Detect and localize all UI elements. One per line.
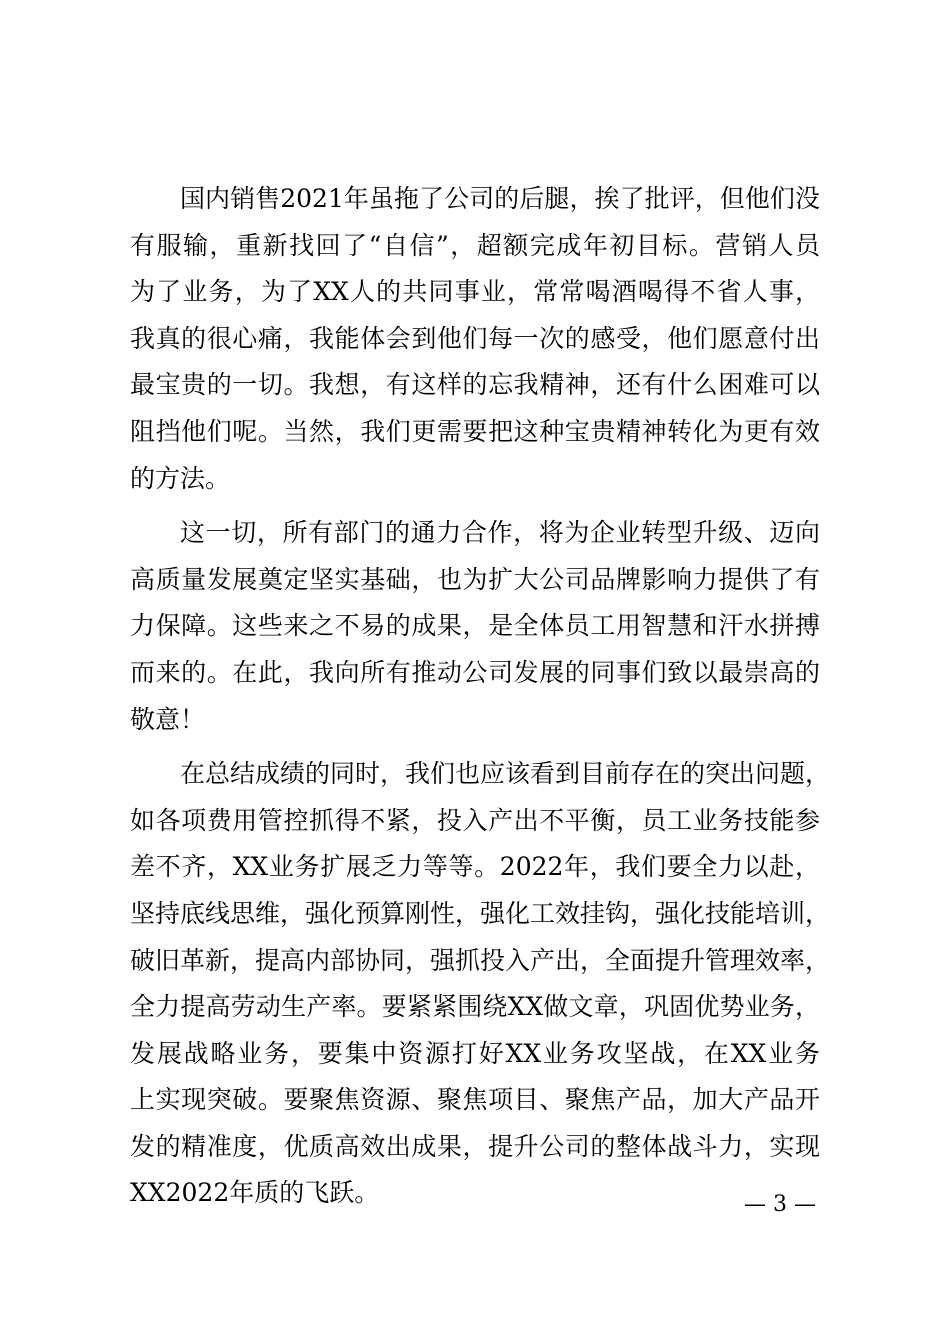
text-line: 发的精准度，优质高效出成果，提升公司的整体战斗力，实现 [130, 1131, 820, 1161]
paragraph-spacer [130, 502, 820, 510]
text-line: 为了业务，为了XX人的共同事业，常常喝酒喝得不省人事， [130, 277, 820, 307]
text-line: 差不齐，XX业务扩展乏力等等。2022年，我们要全力以赴， [130, 852, 820, 882]
document-body [130, 176, 831, 1217]
text-line: 如各项费用管控抓得不紧，投入产出不平衡，员工业务技能参 [130, 805, 820, 835]
paragraph-cooperation [130, 510, 820, 743]
text-line: 最宝贵的一切。我想，有这样的忘我精神，还有什么困难可以 [130, 370, 820, 400]
text-line: 阻挡他们呢。当然，我们更需要把这种宝贵精神转化为更有效 [130, 416, 820, 446]
text-line: 我真的很心痛，我能体会到他们每一次的感受，他们愿意付出 [130, 323, 820, 353]
text-line: 有服输，重新找回了“自信”，超额完成年初目标。营销人员 [130, 230, 820, 260]
text-line: 的方法。 [130, 463, 231, 493]
text-line: 上实现突破。要聚焦资源、聚焦项目、聚焦产品，加大产品开 [130, 1085, 820, 1115]
paragraph-problems-and-goals [130, 751, 831, 1217]
text-line: 高质量发展奠定坚实基础，也为扩大公司品牌影响力提供了有 [130, 564, 820, 594]
text-line: 在总结成绩的同时，我们也应该看到目前存在的突出问题， [180, 759, 831, 789]
paragraph-domestic-sales [130, 176, 820, 502]
text-line: 破旧革新，提高内部协同，强抓投入产出，全面提升管理效率， [130, 945, 831, 975]
text-line: 国内销售2021年虽拖了公司的后腿，挨了批评，但他们没 [180, 184, 820, 213]
page-number: — 3 — [744, 1192, 816, 1217]
text-line: 这一切，所有部门的通力合作，将为企业转型升级、迈向 [180, 518, 820, 548]
text-line: 坚持底线思维，强化预算刚性，强化工效挂钩，强化技能培训， [130, 898, 831, 928]
text-line: 发展战略业务，要集中资源打好XX业务攻坚战，在XX业务 [130, 1038, 820, 1068]
text-line: 而来的。在此，我向所有推动公司发展的同事们致以最崇高的 [130, 657, 820, 687]
text-line: 敬意！ [130, 704, 206, 734]
text-line: 全力提高劳动生产率。要紧紧围绕XX做文章，巩固优势业务， [130, 992, 820, 1022]
paragraph-spacer [130, 743, 820, 751]
text-line: 力保障。这些来之不易的成果，是全体员工用智慧和汗水拼搏 [130, 611, 820, 641]
text-line: XX2022年质的飞跃。 [130, 1178, 380, 1208]
